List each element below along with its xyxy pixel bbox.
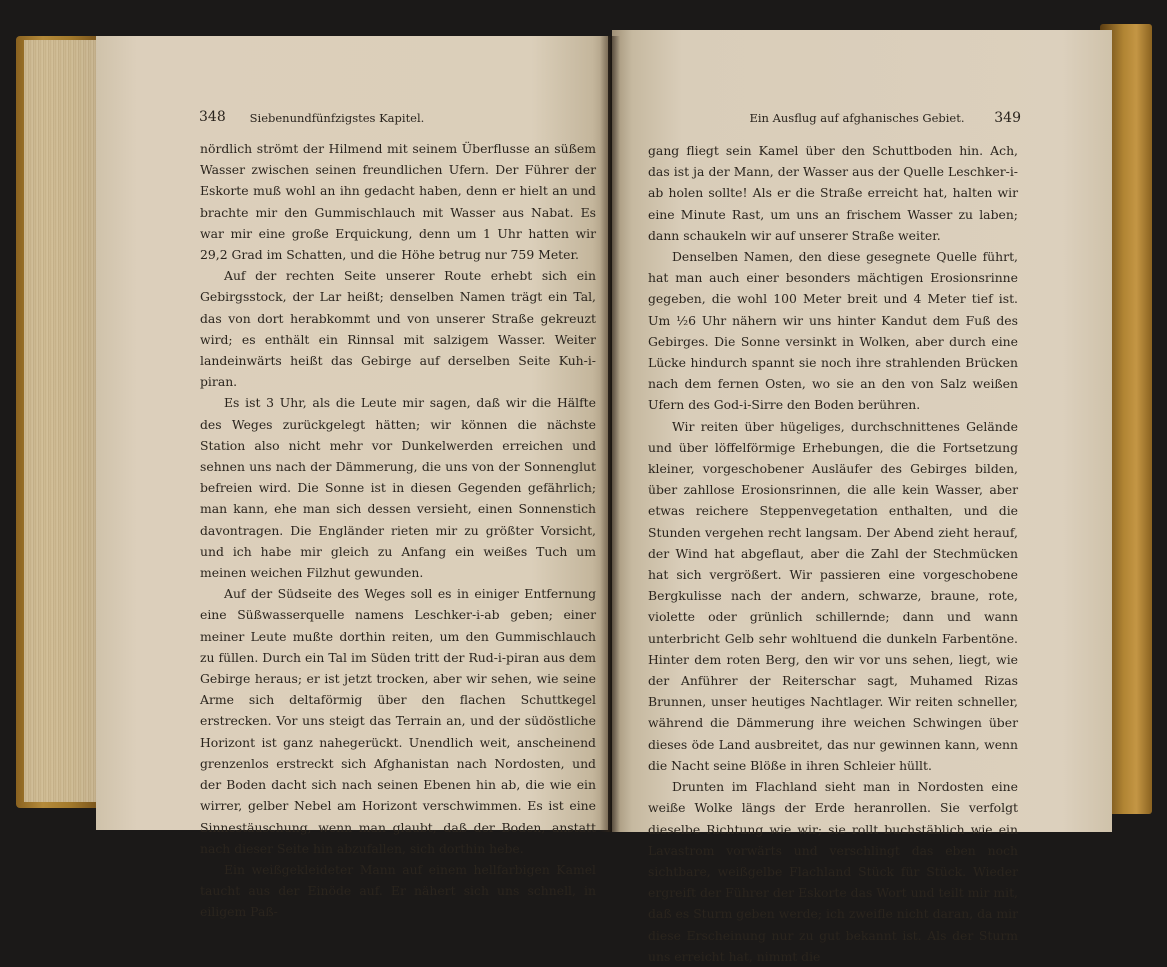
- right-body-text: [648, 140, 1018, 967]
- paragraph: Drunten im Flachland sieht man in Nordosten eine weiße Wolke längs der Erde heranrollen. Sie verfolgt dieselbe Richtung wie wir; sie rollt buchstäblich wie ein Lavastrom vorwärts und verschlingt das eben noch sichtbare, weißgelbe Flachland Stück für Stück. Wieder ergreift der Führer der Eskorte das Wort und teilt mir mit, daß es Sturm geben werde; ich zweifle nicht daran, da mir diese Erscheinung nur zu gut bekannt ist. Als der Sturm uns erreicht hat, nimmt die: [648, 779, 1018, 964]
- right-chapter-title: Ein Ausflug auf afghanisches Gebiet.: [749, 111, 965, 125]
- page-edges: [24, 40, 104, 802]
- left-running-head: [96, 106, 608, 126]
- paragraph: Auf der Südseite des Weges soll es in einiger Entfernung eine Süßwasserquelle namens Leschker-i-ab geben; einer meiner Leute mußte dorthin reiten, um den Gummischlauch zu füllen. Durch ein Tal im Süden tritt der Rud-i-piran aus dem Gebirge heraus; er ist jetzt trocken, aber wir sehen, wie seine Arme sich deltaförmig über den flachen Schuttkegel erstrecken. Vor uns steigt das Terrain an, und der südöstliche Horizont ist ganz nahegerückt. Unendlich weit, anscheinend grenzenlos erstreckt sich Afghanistan nach Nordosten, und der Boden dacht sich nach seinen Ebenen hin ab, die wie ein wirrer, gelber Nebel am Horizont verschwimmen. Es ist eine Sinnestäuschung, wenn man glaubt, daß der Boden, anstatt nach dieser Seite hin abzufallen, sich dorthin hebe.: [200, 586, 596, 856]
- paragraph: Es ist 3 Uhr, als die Leute mir sagen, daß wir die Hälfte des Weges zurückgelegt hätten; wir können die nächste Station also nicht mehr vor Dunkelwerden erreichen und sehnen uns nach der Dämmerung, die uns von der Sonnenglut befreien wird. Die Sonne ist in diesen Gegenden gefährlich; man kann, ehe man sich dessen versieht, einen Sonnenstich davontragen. Die Engländer rieten mir zu größter Vorsicht, und ich habe mir gleich zu Anfang ein weißes Tuch um meinen weichen Filzhut gewunden.: [200, 395, 596, 581]
- left-body-text: [200, 138, 596, 923]
- book-gutter: [600, 36, 620, 832]
- paragraph: Denselben Namen, den diese gesegnete Quelle führt, hat man auch einer besonders mächtigen Erosionsrinne gegeben, die wohl 100 Meter breit und 4 Meter tief ist. Um ½6 Uhr nähern wir uns hinter Kandut dem Fuß des Gebirges. Die Sonne versinkt in Wolken, aber durch eine Lücke hindurch spannt sie noch ihre strahlenden Brücken nach dem fernen Osten, wo sie an den von Salz weißen Ufern des God-i-Sirre den Boden berühren.: [648, 249, 1018, 413]
- left-page: [96, 36, 608, 920]
- paragraph: Auf der rechten Seite unserer Route erhebt sich ein Gebirgsstock, der Lar heißt; denselben Namen trägt ein Tal, das von dort herabkommt und von unserer Straße gekreuzt wird; es enthält ein Rinnsal mit salzigem Wasser. Weiter landeinwärts heißt das Gebirge auf derselben Seite Kuh-i-piran.: [200, 268, 596, 390]
- left-page-number: 348: [199, 109, 226, 125]
- right-page-number: 349: [994, 110, 1021, 126]
- right-running-head: [612, 100, 1112, 126]
- paragraph: Wir reiten über hügeliges, durchschnittenes Gelände und über löffelförmige Erhebungen, die die Fortsetzung kleiner, vorgeschobener Ausläufer des Gebirges bilden, über zahllose Erosionsrinnen, die alle kein Wasser, aber etwas reichere Steppenvegetation enthalten, und die Stunden vergehen recht langsam. Der Abend zieht herauf, der Wind hat abgeflaut, aber die Zahl der Stechmücken hat sich vergrößert. Wir passieren eine vorgeschobene Bergkulisse nach der andern, schwarze, braune, rote, violette oder grünlich schillernde; dann und wann unterbricht Gelb sehr wohltuend die dunkeln Farbentöne. Hinter dem roten Berg, den wir vor uns sehen, liegt, wie der Anführer der Reiterschar sagt, Muhamed Rizas Brunnen, unser heutiges Nachtlager. Wir reiten schneller, während die Dämmerung ihre weichen Schwingen über dieses öde Land ausbreitet, das nur gewinnen kann, wenn die Nacht seine Blöße in ihren Schleier hüllt.: [648, 418, 1018, 773]
- left-chapter-title: Siebenundfünfzigstes Kapitel.: [249, 111, 425, 125]
- paragraph: nördlich strömt der Hilmend mit seinem Überflusse an süßem Wasser zwischen seinen freundlichen Ufern. Der Führer der Eskorte muß wohl an ihn gedacht haben, denn er hielt an und brachte mir den Gummischlauch mit Wasser aus Nabat. Es war mir eine große Erquickung, denn um 1 Uhr hatten wir 29,2 Grad im Schatten, und die Höhe betrug nur 759 Meter.: [200, 141, 596, 263]
- right-page: [612, 30, 1112, 964]
- paragraph: Ein weißgekleideter Mann auf einem hellfarbigen Kamel taucht aus der Einöde auf. Er nähert sich uns schnell, in eiligem Paß-: [200, 861, 596, 920]
- paragraph: gang fliegt sein Kamel über den Schuttboden hin. Ach, das ist ja der Mann, der Wasser aus der Quelle Leschker-i-ab holen sollte! Als er die Straße erreicht hat, halten wir eine Minute Rast, um uns an frischem Wasser zu laben; dann schaukeln wir auf unserer Straße weiter.: [648, 143, 1018, 243]
